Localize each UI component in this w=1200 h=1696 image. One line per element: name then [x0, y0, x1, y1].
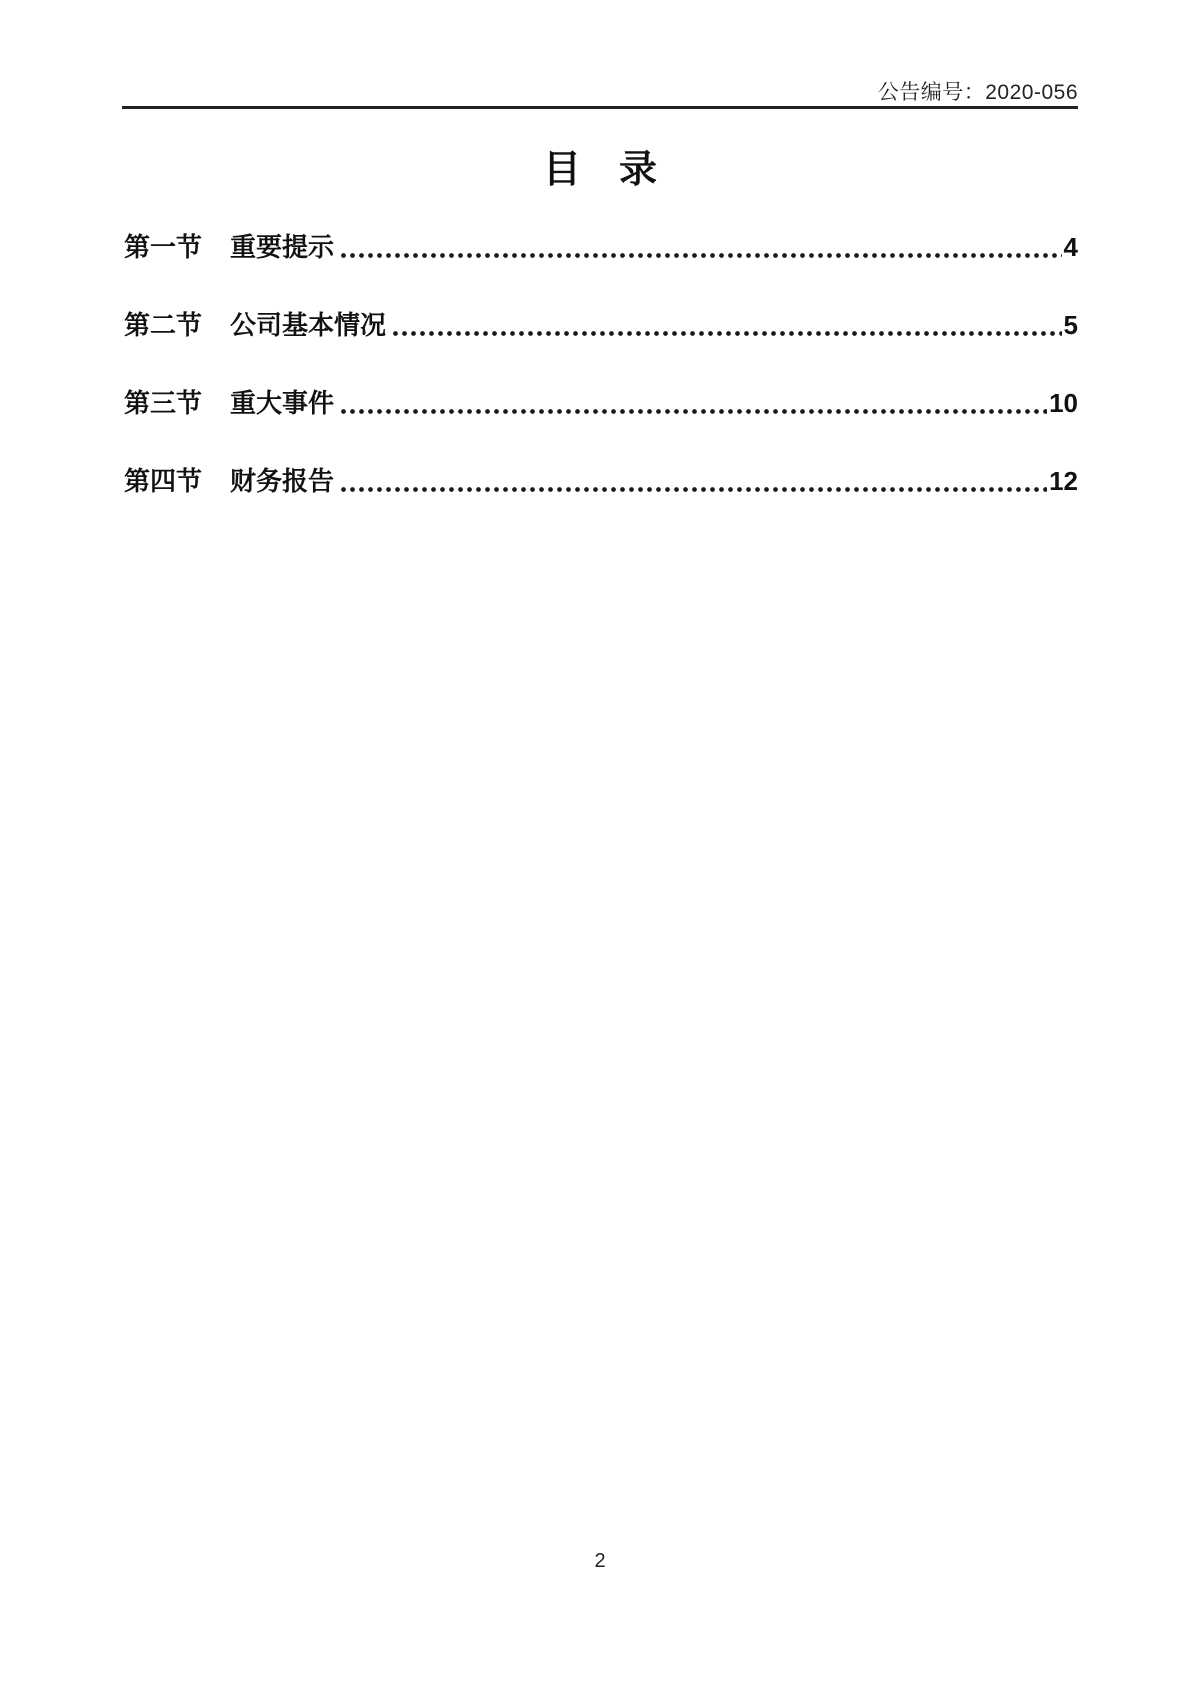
toc-entry[interactable]: [124, 386, 1078, 420]
toc-entry-section: 第三节: [124, 388, 203, 418]
toc-entry-page-number: 10: [1049, 388, 1078, 418]
toc-entry-page-number: 12: [1049, 466, 1078, 496]
toc-entry-section: 第一节: [124, 232, 203, 262]
toc-entry[interactable]: [124, 464, 1078, 498]
toc-entry-title: 重要提示: [230, 232, 335, 262]
toc-entry[interactable]: [124, 308, 1078, 342]
toc-entry-title: 财务报告: [230, 466, 335, 496]
dot-leader: [339, 252, 1062, 259]
toc-entry-section: 第四节: [124, 466, 203, 496]
toc-entry-title: 公司基本情况: [230, 310, 387, 340]
toc-entry-section: 第二节: [124, 310, 203, 340]
announcement-number: 公告编号：2020-056: [877, 81, 1078, 104]
dot-leader: [339, 486, 1047, 493]
toc-title: 目 录: [542, 149, 657, 191]
toc-entry[interactable]: [124, 230, 1078, 264]
header-rule: [122, 106, 1078, 109]
dot-leader: [339, 408, 1047, 415]
toc-entry-title: 重大事件: [230, 388, 335, 418]
toc-entry-page-number: 5: [1063, 310, 1078, 340]
table-of-contents: [124, 230, 1078, 542]
toc-entry-page-number: 4: [1063, 232, 1078, 262]
page-number: 2: [594, 1550, 606, 1572]
dot-leader: [391, 330, 1062, 337]
